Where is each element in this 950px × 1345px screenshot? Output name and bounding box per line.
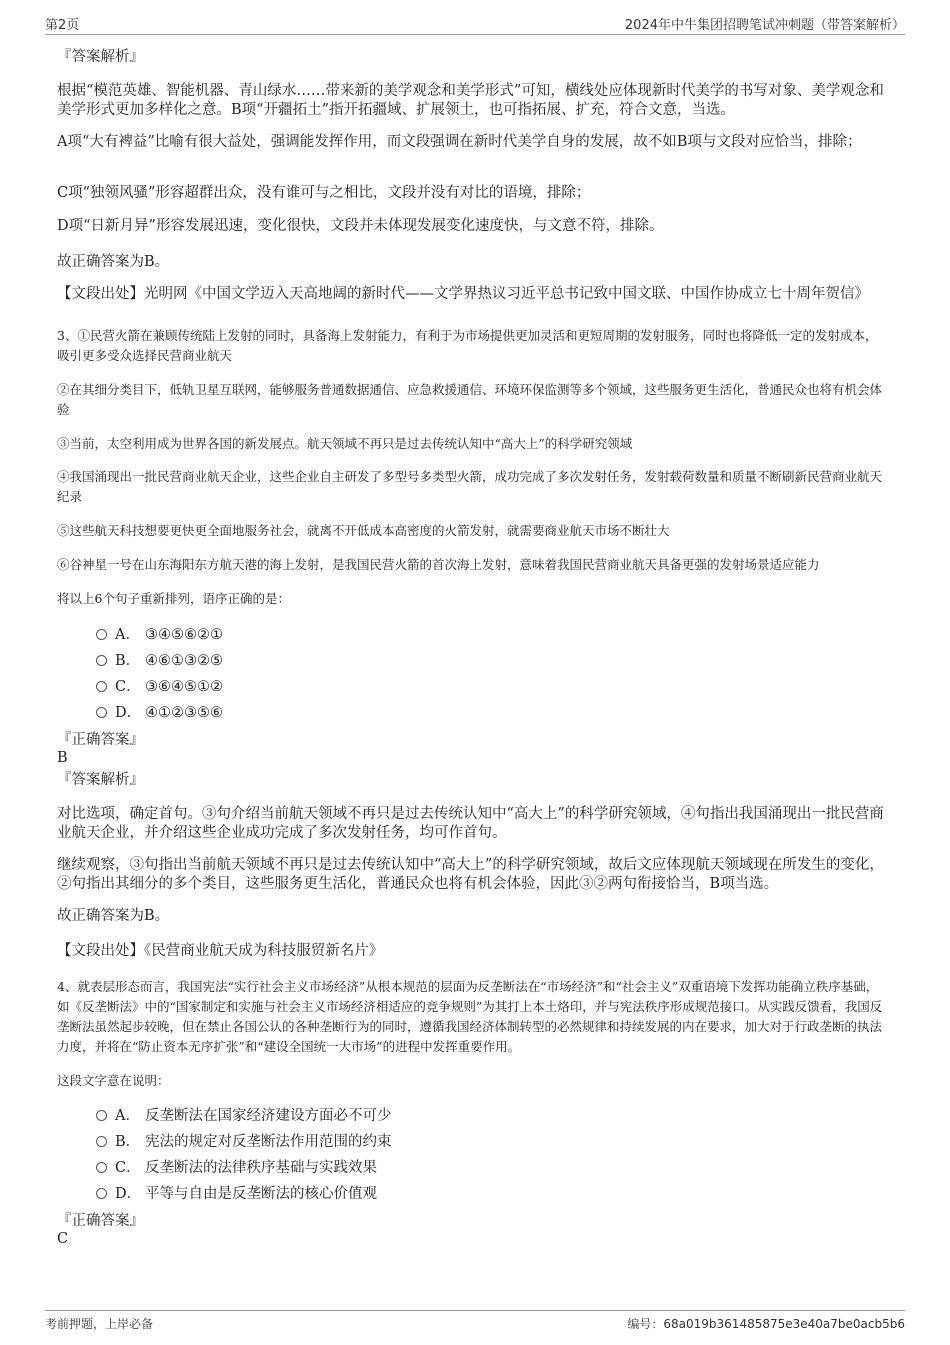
radio-icon[interactable] xyxy=(96,681,107,692)
radio-icon[interactable] xyxy=(96,1136,107,1147)
option-letter: B． xyxy=(115,653,141,669)
option-d[interactable] xyxy=(96,1185,377,1203)
option-a[interactable] xyxy=(96,626,223,644)
question-3-sentence-1: 3、①民营火箭在兼顾传统陆上发射的同时，具备海上发射能力，有利于为市场提供更加灵活和更短周期的发射服务，同时也将降低一定的发射成本，吸引更多受众选择民营商业航天 xyxy=(57,328,878,363)
radio-icon[interactable] xyxy=(96,707,107,718)
option-letter: A． xyxy=(115,627,140,643)
page-number: 第2页 xyxy=(45,18,80,33)
question-3-sentence-6: ⑥谷神星一号在山东海阳东方航天港的海上发射，是我国民营火箭的首次海上发射，意味着我国民营商业航天具备更强的发射场景适应能力 xyxy=(57,557,820,572)
option-c[interactable] xyxy=(96,1159,377,1177)
option-letter: C． xyxy=(115,679,141,695)
document-title: 2024年中牛集团招聘笔试冲刺题（带答案解析） xyxy=(624,18,905,33)
option-text: 反垄断法在国家经济建设方面必不可少 xyxy=(145,1108,392,1124)
conclusion: 故正确答案为B。 xyxy=(57,908,170,924)
page-footer xyxy=(45,1310,905,1335)
option-text: ④①②③⑤⑥ xyxy=(145,705,223,721)
radio-icon[interactable] xyxy=(96,1110,107,1121)
analysis-paragraph: 根据“模范英雄、智能机器、青山绿水……带来新的美学观念和美学形式”可知，横线处应体现新时代美学的书写对象、美学观念和美学形式更加多样化之意。B项“开疆拓土”指开拓疆域、扩展领土，也可指拓展、扩充，符合文意，当选。 xyxy=(57,83,884,118)
option-b[interactable] xyxy=(96,652,223,670)
option-letter: A． xyxy=(115,1108,140,1124)
option-text: ③⑥④⑤①② xyxy=(145,679,223,695)
option-letter: C． xyxy=(115,1160,141,1176)
question-4-prompt: 这段文字意在说明： xyxy=(57,1073,170,1088)
radio-icon[interactable] xyxy=(96,1162,107,1173)
answer-value: C xyxy=(57,1231,69,1247)
question-3-prompt: 将以上6个句子重新排列，语序正确的是： xyxy=(57,591,290,606)
option-text: 宪法的规定对反垄断法作用范围的约束 xyxy=(145,1134,392,1150)
analysis-paragraph: D项“日新月异”形容发展迅速，变化很快，文段并未体现发展变化速度快，与文意不符，排除。 xyxy=(57,218,664,234)
question-3-sentence-3: ③当前，太空利用成为世界各国的新发展点。航天领域不再只是过去传统认知中“高大上”的科学研究领域 xyxy=(57,436,633,451)
option-a[interactable] xyxy=(96,1107,392,1125)
question-3-sentence-5: ⑤这些航天科技想要更快更全面地服务社会，就离不开低成本高密度的火箭发射，就需要商业航天市场不断壮大 xyxy=(57,523,670,538)
source-note: 【文段出处】《民营商业航天成为科技服贸新名片》 xyxy=(57,943,384,959)
analysis-paragraph: A项“大有裨益”比喻有很大益处，强调能发挥作用，而文段强调在新时代美学自身的发展，故不如B项与文段对应恰当，排除； xyxy=(57,134,862,150)
serial-number: 编号：68a019b361485875e3e40a7be0acb5b6 xyxy=(627,1317,905,1331)
radio-icon[interactable] xyxy=(96,629,107,640)
question-3-sentence-4: ④我国涌现出一批民营商业航天企业，这些企业自主研发了多型号多类型火箭，成功完成了多次发射任务，发射载荷数量和质量不断刷新民营商业航天纪录 xyxy=(57,469,883,504)
option-text: ③④⑤⑥②① xyxy=(145,627,223,643)
question-4-stem: 4、就表层形态而言，我国宪法“实行社会主义市场经济”从根本规范的层面为反垄断法在“市场经济”和“社会主义”双重语境下发挥功能确立秩序基础，如《反垄断法》中的“国家制定和实施与社会主义市场经济相适应的竞争规则”为其打上本土烙印，并与宪法秩序形成规范接口。从实践反馈看，我国反垄断法虽然起步较晚，但在禁止各国公认的各种垄断行为的同时，遵循我国经济体制转型的必然规律和持续发展的内在要求，加大对于行政垄断的执法力度，并将在“防止资本无序扩张”和“建设全国统一大市场”的进程中发挥重要作用。 xyxy=(57,979,883,1054)
option-text: 反垄断法的法律秩序基础与实践效果 xyxy=(145,1160,377,1176)
option-text: 平等与自由是反垄断法的核心价值观 xyxy=(145,1186,377,1202)
option-text: ④⑥①③②⑤ xyxy=(145,653,223,669)
option-letter: B． xyxy=(115,1134,141,1150)
answer-value: B xyxy=(57,750,68,766)
footer-note: 考前押题，上岸必备 xyxy=(45,1317,154,1331)
option-c[interactable] xyxy=(96,678,223,696)
page-header xyxy=(45,12,905,35)
answer-heading: 『正确答案』 xyxy=(57,1213,144,1229)
option-letter: D． xyxy=(115,1186,142,1202)
source-note: 【文段出处】光明网《中国文学迈入天高地阔的新时代——文学界热议习近平总书记致中国文联、中国作协成立七十周年贺信》 xyxy=(57,286,869,302)
option-letter: D． xyxy=(115,705,142,721)
analysis-paragraph: C项“独领风骚”形容超群出众，没有谁可与之相比，文段并没有对比的语境，排除； xyxy=(57,185,591,201)
radio-icon[interactable] xyxy=(96,1188,107,1199)
radio-icon[interactable] xyxy=(96,655,107,666)
analysis-heading: 『答案解析』 xyxy=(57,772,144,788)
question-3-sentence-2: ②在其细分类目下，低轨卫星互联网，能够服务普通数据通信、应急救援通信、环境环保监测等多个领域，这些服务更生活化，普通民众也将有机会体验 xyxy=(57,382,883,417)
answer-heading: 『正确答案』 xyxy=(57,732,144,748)
analysis-paragraph: 对比选项，确定首句。③句介绍当前航天领域不再只是过去传统认知中“高大上”的科学研究领域，④句指出我国涌现出一批民营商业航天企业，并介绍这些企业成功完成了多次发射任务，均可作首句。 xyxy=(57,806,884,841)
analysis-paragraph: 继续观察，③句指出当前航天领域不再只是过去传统认知中“高大上”的科学研究领域，故后文应体现航天领域现在所发生的变化，②句指出其细分的多个类目，这些服务更生活化，普通民众也将有机会体验，因此③②两句衔接恰当，B项当选。 xyxy=(57,857,884,892)
conclusion: 故正确答案为B。 xyxy=(57,254,170,270)
analysis-heading: 『答案解析』 xyxy=(57,49,144,65)
option-b[interactable] xyxy=(96,1133,392,1151)
option-d[interactable] xyxy=(96,704,223,722)
